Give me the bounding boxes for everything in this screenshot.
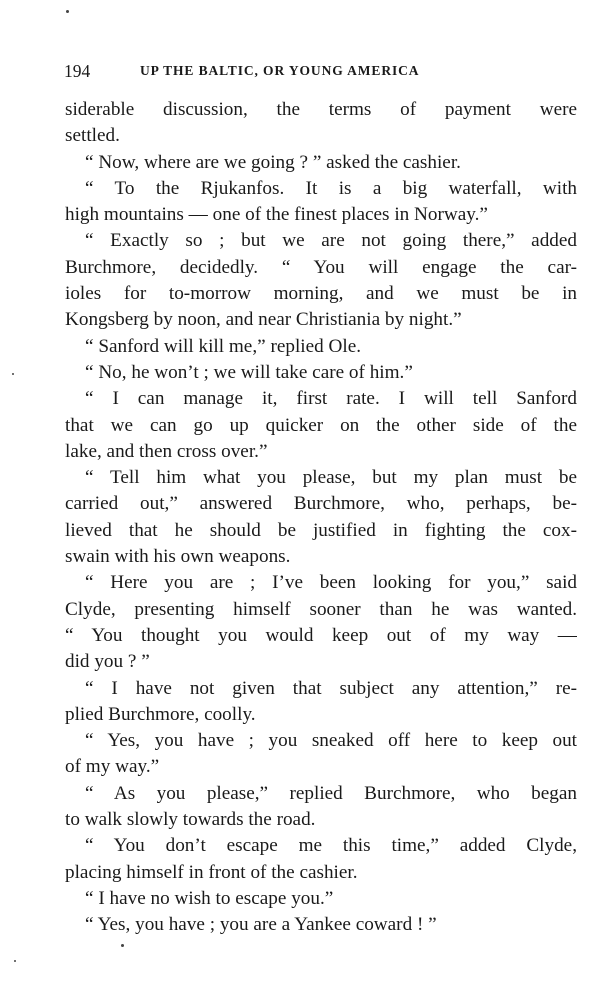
ink-speck [66, 10, 69, 13]
ink-speck [12, 373, 14, 375]
text-line: “ Now, where are we going ? ” asked the cashier. [85, 151, 461, 173]
text-line: Kongsberg by noon, and near Christiania by night.” [65, 309, 462, 331]
text-line: “ As you please,” replied Burchmore, who began [85, 782, 577, 804]
text-line: “ Yes, you have ; you are a Yankee coward ! ” [85, 914, 437, 936]
text-line: settled. [65, 125, 120, 147]
text-line: “ You thought you would keep out of my way — [65, 624, 577, 646]
text-line: siderable discussion, the terms of payment were [65, 99, 577, 120]
text-line: carried out,” answered Burchmore, who, perhaps, be- [65, 493, 577, 515]
text-line: lake, and then cross over.” [65, 440, 268, 462]
ink-speck [121, 944, 124, 947]
page-header [64, 58, 544, 84]
text-line: high mountains — one of the finest places in Norway.” [65, 204, 488, 226]
running-head: UP THE BALTIC, OR YOUNG AMERICA [140, 63, 420, 78]
text-line: of my way.” [65, 756, 160, 778]
text-line: “ Sanford will kill me,” replied Ole. [85, 335, 362, 357]
text-line: “ Tell him what you please, but my plan must be [85, 467, 577, 489]
text-line: “ You don’t escape me this time,” added Clyde, [85, 835, 577, 857]
text-line: “ I have not given that subject any attention,” re- [85, 677, 577, 699]
text-line: “ Exactly so ; but we are not going there,” added [85, 230, 577, 252]
text-line: “ I can manage it, first rate. I will tell Sanford [85, 388, 577, 410]
text-line: plied Burchmore, coolly. [65, 703, 256, 725]
text-line: “ To the Rjukanfos. It is a big waterfall, with [85, 177, 577, 199]
text-line: placing himself in front of the cashier. [65, 861, 358, 883]
text-line: Clyde, presenting himself sooner than he was wanted. [65, 598, 577, 620]
text-line: that we can go up quicker on the other side of the [65, 414, 577, 436]
body-text [65, 97, 577, 939]
text-line: swain with his own weapons. [65, 546, 291, 568]
text-line: did you ? ” [65, 651, 150, 673]
text-line: to walk slowly towards the road. [65, 809, 316, 831]
text-line: lieved that he should be justified in fighting the cox- [65, 519, 577, 541]
text-line: ioles for to-morrow morning, and we must be in [65, 283, 577, 305]
text-line: “ Here you are ; I’ve been looking for you,” said [85, 572, 577, 594]
ink-speck [14, 960, 16, 962]
text-line: “ No, he won’t ; we will take care of him.” [85, 361, 413, 383]
page-number: 194 [64, 61, 91, 81]
text-line: “ Yes, you have ; you sneaked off here to keep out [85, 730, 577, 752]
text-line: “ I have no wish to escape you.” [85, 887, 334, 909]
text-line: Burchmore, decidedly. “ You will engage the car- [65, 256, 577, 278]
